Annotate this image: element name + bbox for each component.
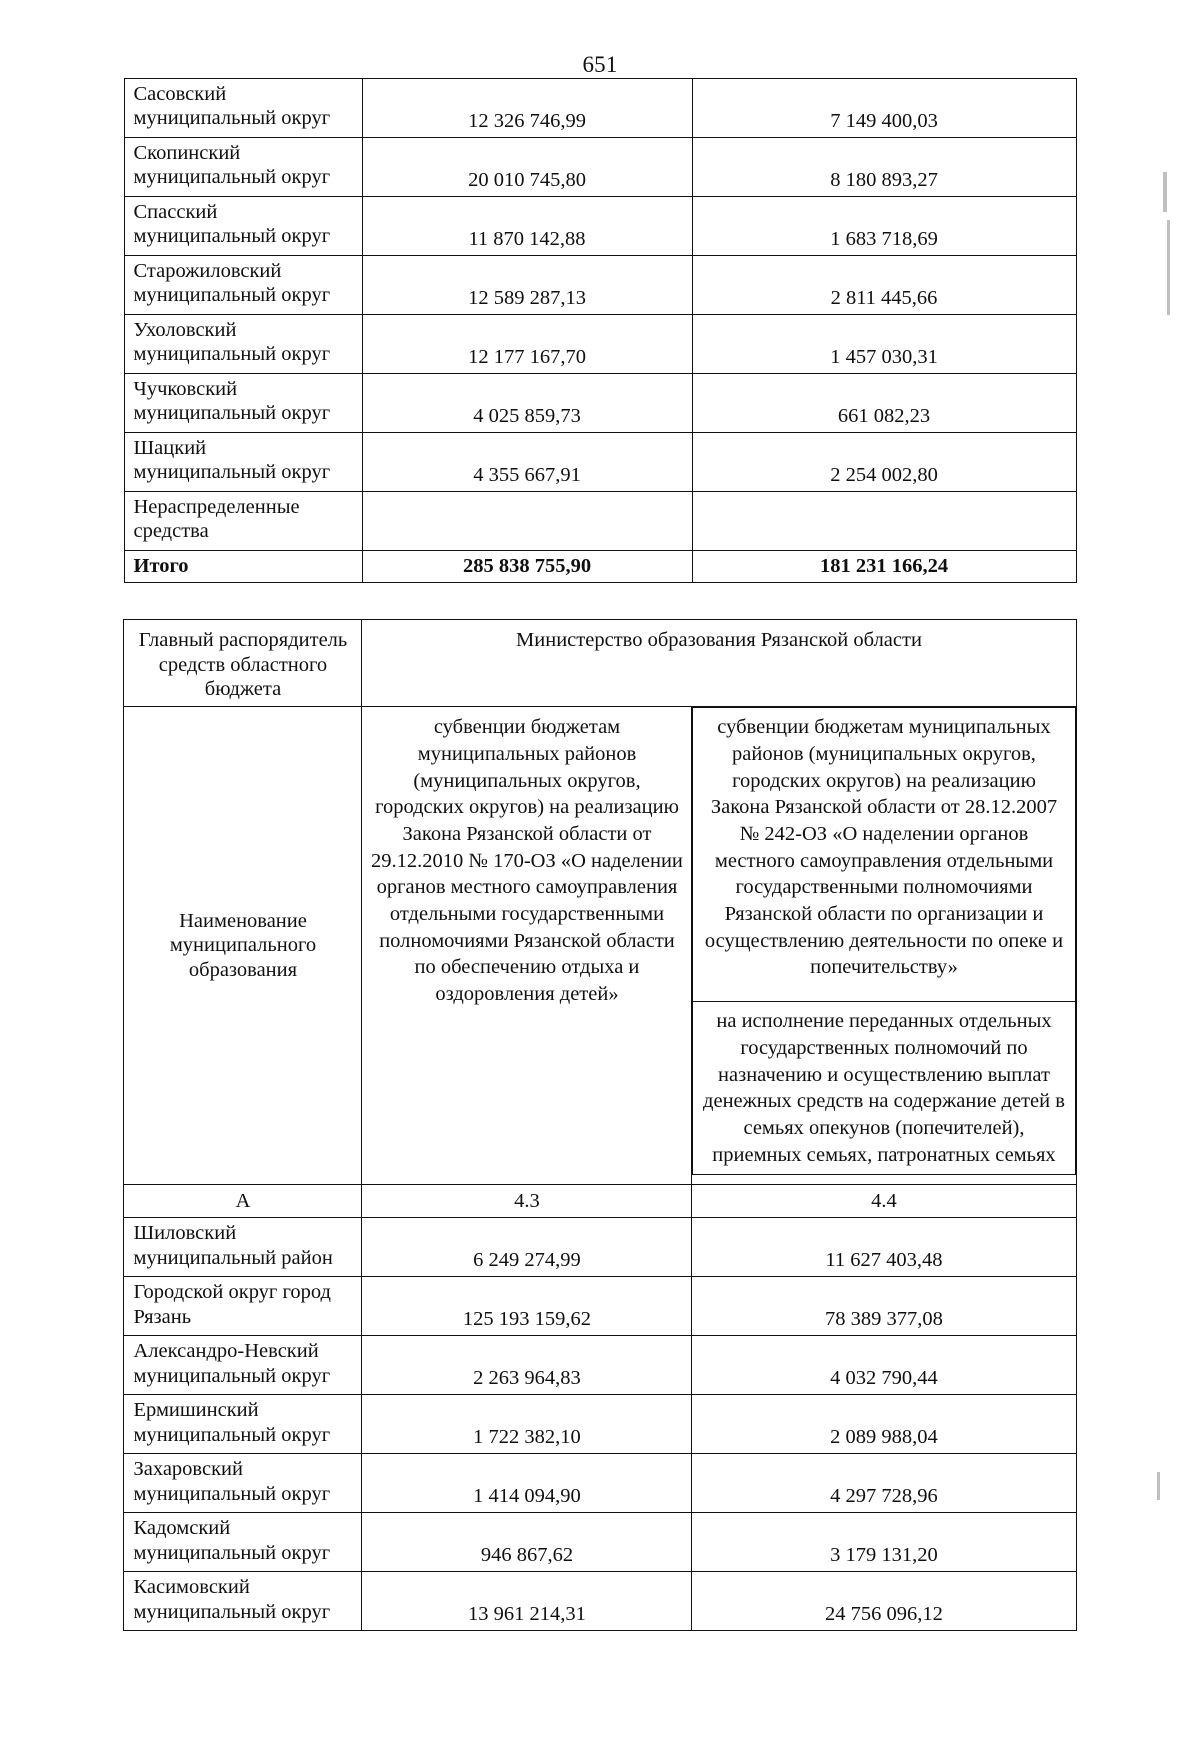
municipality-name: Спасский муниципальный округ: [124, 197, 362, 256]
page-number: 651: [582, 52, 618, 77]
municipality-name: Ермишинский муниципальный округ: [124, 1395, 362, 1454]
amount-column-4-3: 125 193 159,62: [362, 1277, 692, 1336]
amount-column-2: 2 254 002,80: [692, 433, 1076, 492]
table-row: [124, 1513, 1076, 1572]
table-gap: [0, 583, 1200, 619]
column-code-4-4: 4.4: [692, 1185, 1076, 1218]
table-row: [124, 1277, 1076, 1336]
amount-column-2: 8 180 893,27: [692, 138, 1076, 197]
amount-column-1: 4 355 667,91: [362, 433, 692, 492]
header-column-4-3-description: субвенции бюджетам муниципальных районов (муниципальных округов, городских округов) на реализацию Закона Рязанской области от 29.12.2010 № 170-ОЗ «О наделении органов местного самоуправления отдельными государственными полномочиями Рязанской области по обеспечению отдыха и оздоровления детей»: [362, 707, 692, 1185]
amount-column-2: 1 457 030,31: [692, 315, 1076, 374]
amount-column-4-4: 4 297 728,96: [692, 1454, 1076, 1513]
amount-column-4-4: 78 389 377,08: [692, 1277, 1076, 1336]
amount-column-4-3: 13 961 214,31: [362, 1572, 692, 1631]
education-ministry-table: [123, 619, 1076, 1631]
amount-column-4-4: 2 089 988,04: [692, 1395, 1076, 1454]
amount-column-1: 12 177 167,70: [362, 315, 692, 374]
municipality-name: Скопинский муниципальный округ: [124, 138, 362, 197]
municipality-name: Нераспределенные средства: [124, 492, 362, 551]
amount-column-1: [362, 492, 692, 551]
amount-column-4-3: 6 249 274,99: [362, 1218, 692, 1277]
table2-header-row-ministry: [124, 620, 1076, 707]
amount-column-1: 12 589 287,13: [362, 256, 692, 315]
amount-column-2: 661 082,23: [692, 374, 1076, 433]
municipality-name: Шиловский муниципальный район: [124, 1218, 362, 1277]
total-amount-column-1: 285 838 755,90: [362, 551, 692, 583]
amount-column-2: 7 149 400,03: [692, 79, 1076, 138]
scan-artifact: [1167, 220, 1170, 315]
table1-body: [124, 79, 1076, 583]
amount-column-4-3: 1 414 094,90: [362, 1454, 692, 1513]
header-column-4-4-description-bottom: на исполнение переданных отдельных государственных полномочий по назначению и осуществлению выплат денежных средств на содержание детей в семьях опекунов (попечителей), приемных семьях, патронатных семьях: [693, 1002, 1075, 1175]
table-row: [124, 492, 1076, 551]
table2-header-row-descriptions: [124, 707, 1076, 1185]
table-row: [124, 1218, 1076, 1277]
amount-column-2: 2 811 445,66: [692, 256, 1076, 315]
table-total-row: [124, 551, 1076, 583]
amount-column-1: 12 326 746,99: [362, 79, 692, 138]
amount-column-4-4: 4 032 790,44: [692, 1336, 1076, 1395]
municipality-name: Кадомский муниципальный округ: [124, 1513, 362, 1572]
municipality-name: Александро-Невский муниципальный округ: [124, 1336, 362, 1395]
table-row: [124, 256, 1076, 315]
amount-column-2: [692, 492, 1076, 551]
municipality-name: Городской округ город Рязань: [124, 1277, 362, 1336]
amount-column-4-3: 1 722 382,10: [362, 1395, 692, 1454]
header-ministry-name: Министерство образования Рязанской области: [362, 620, 1076, 707]
amount-column-4-4: 3 179 131,20: [692, 1513, 1076, 1572]
table-row: [124, 1572, 1076, 1631]
amount-column-1: 20 010 745,80: [362, 138, 692, 197]
amount-column-4-4: 24 756 096,12: [692, 1572, 1076, 1631]
table-row: [124, 138, 1076, 197]
table-row: [124, 79, 1076, 138]
table-row: [124, 1336, 1076, 1395]
amount-column-4-3: 946 867,62: [362, 1513, 692, 1572]
municipality-name: Сасовский муниципальный округ: [124, 79, 362, 138]
municipality-name: Шацкий муниципальный округ: [124, 433, 362, 492]
table-row: [124, 374, 1076, 433]
municipality-name: Захаровский муниципальный округ: [124, 1454, 362, 1513]
table2-body: [124, 1218, 1076, 1631]
document-page: [0, 52, 1200, 1747]
municipality-name: Чучковский муниципальный округ: [124, 374, 362, 433]
column-code-a: А: [124, 1185, 362, 1218]
scan-artifact: [1163, 172, 1167, 212]
table2-column-codes-row: [124, 1185, 1076, 1218]
municipality-name: Старожиловский муниципальный округ: [124, 256, 362, 315]
table-row: [124, 1454, 1076, 1513]
header-chief-administrator-label: Главный распорядитель средств областного бюджета: [124, 620, 362, 707]
amount-column-4-3: 2 263 964,83: [362, 1336, 692, 1395]
municipality-name: Ухоловский муниципальный округ: [124, 315, 362, 374]
column-code-4-3: 4.3: [362, 1185, 692, 1218]
table-row: [124, 433, 1076, 492]
header-column-4-4-split: [692, 707, 1075, 1175]
total-amount-column-2: 181 231 166,24: [692, 551, 1076, 583]
total-label: Итого: [124, 551, 362, 583]
amount-column-4-4: 11 627 403,48: [692, 1218, 1076, 1277]
header-column-4-4-cell: [692, 707, 1076, 1185]
table-row: [124, 1395, 1076, 1454]
amount-column-1: 4 025 859,73: [362, 374, 692, 433]
budget-table-continued: [124, 78, 1077, 583]
header-municipality-name-label: Наименование муниципального образования: [124, 707, 362, 1185]
table-row: [124, 197, 1076, 256]
amount-column-2: 1 683 718,69: [692, 197, 1076, 256]
table-row: [124, 315, 1076, 374]
municipality-name: Касимовский муниципальный округ: [124, 1572, 362, 1631]
amount-column-1: 11 870 142,88: [362, 197, 692, 256]
scan-artifact: [1157, 1472, 1160, 1500]
header-column-4-4-description-top: субвенции бюджетам муниципальных районов (муниципальных округов, городских округов) на реализацию Закона Рязанской области от 28.12.2007 № 242-ОЗ «О наделении органов местного самоуправления отдельными государственными полномочиями Рязанской области по организации и осуществлению деятельности по опеке и попечительству»: [693, 708, 1075, 1002]
